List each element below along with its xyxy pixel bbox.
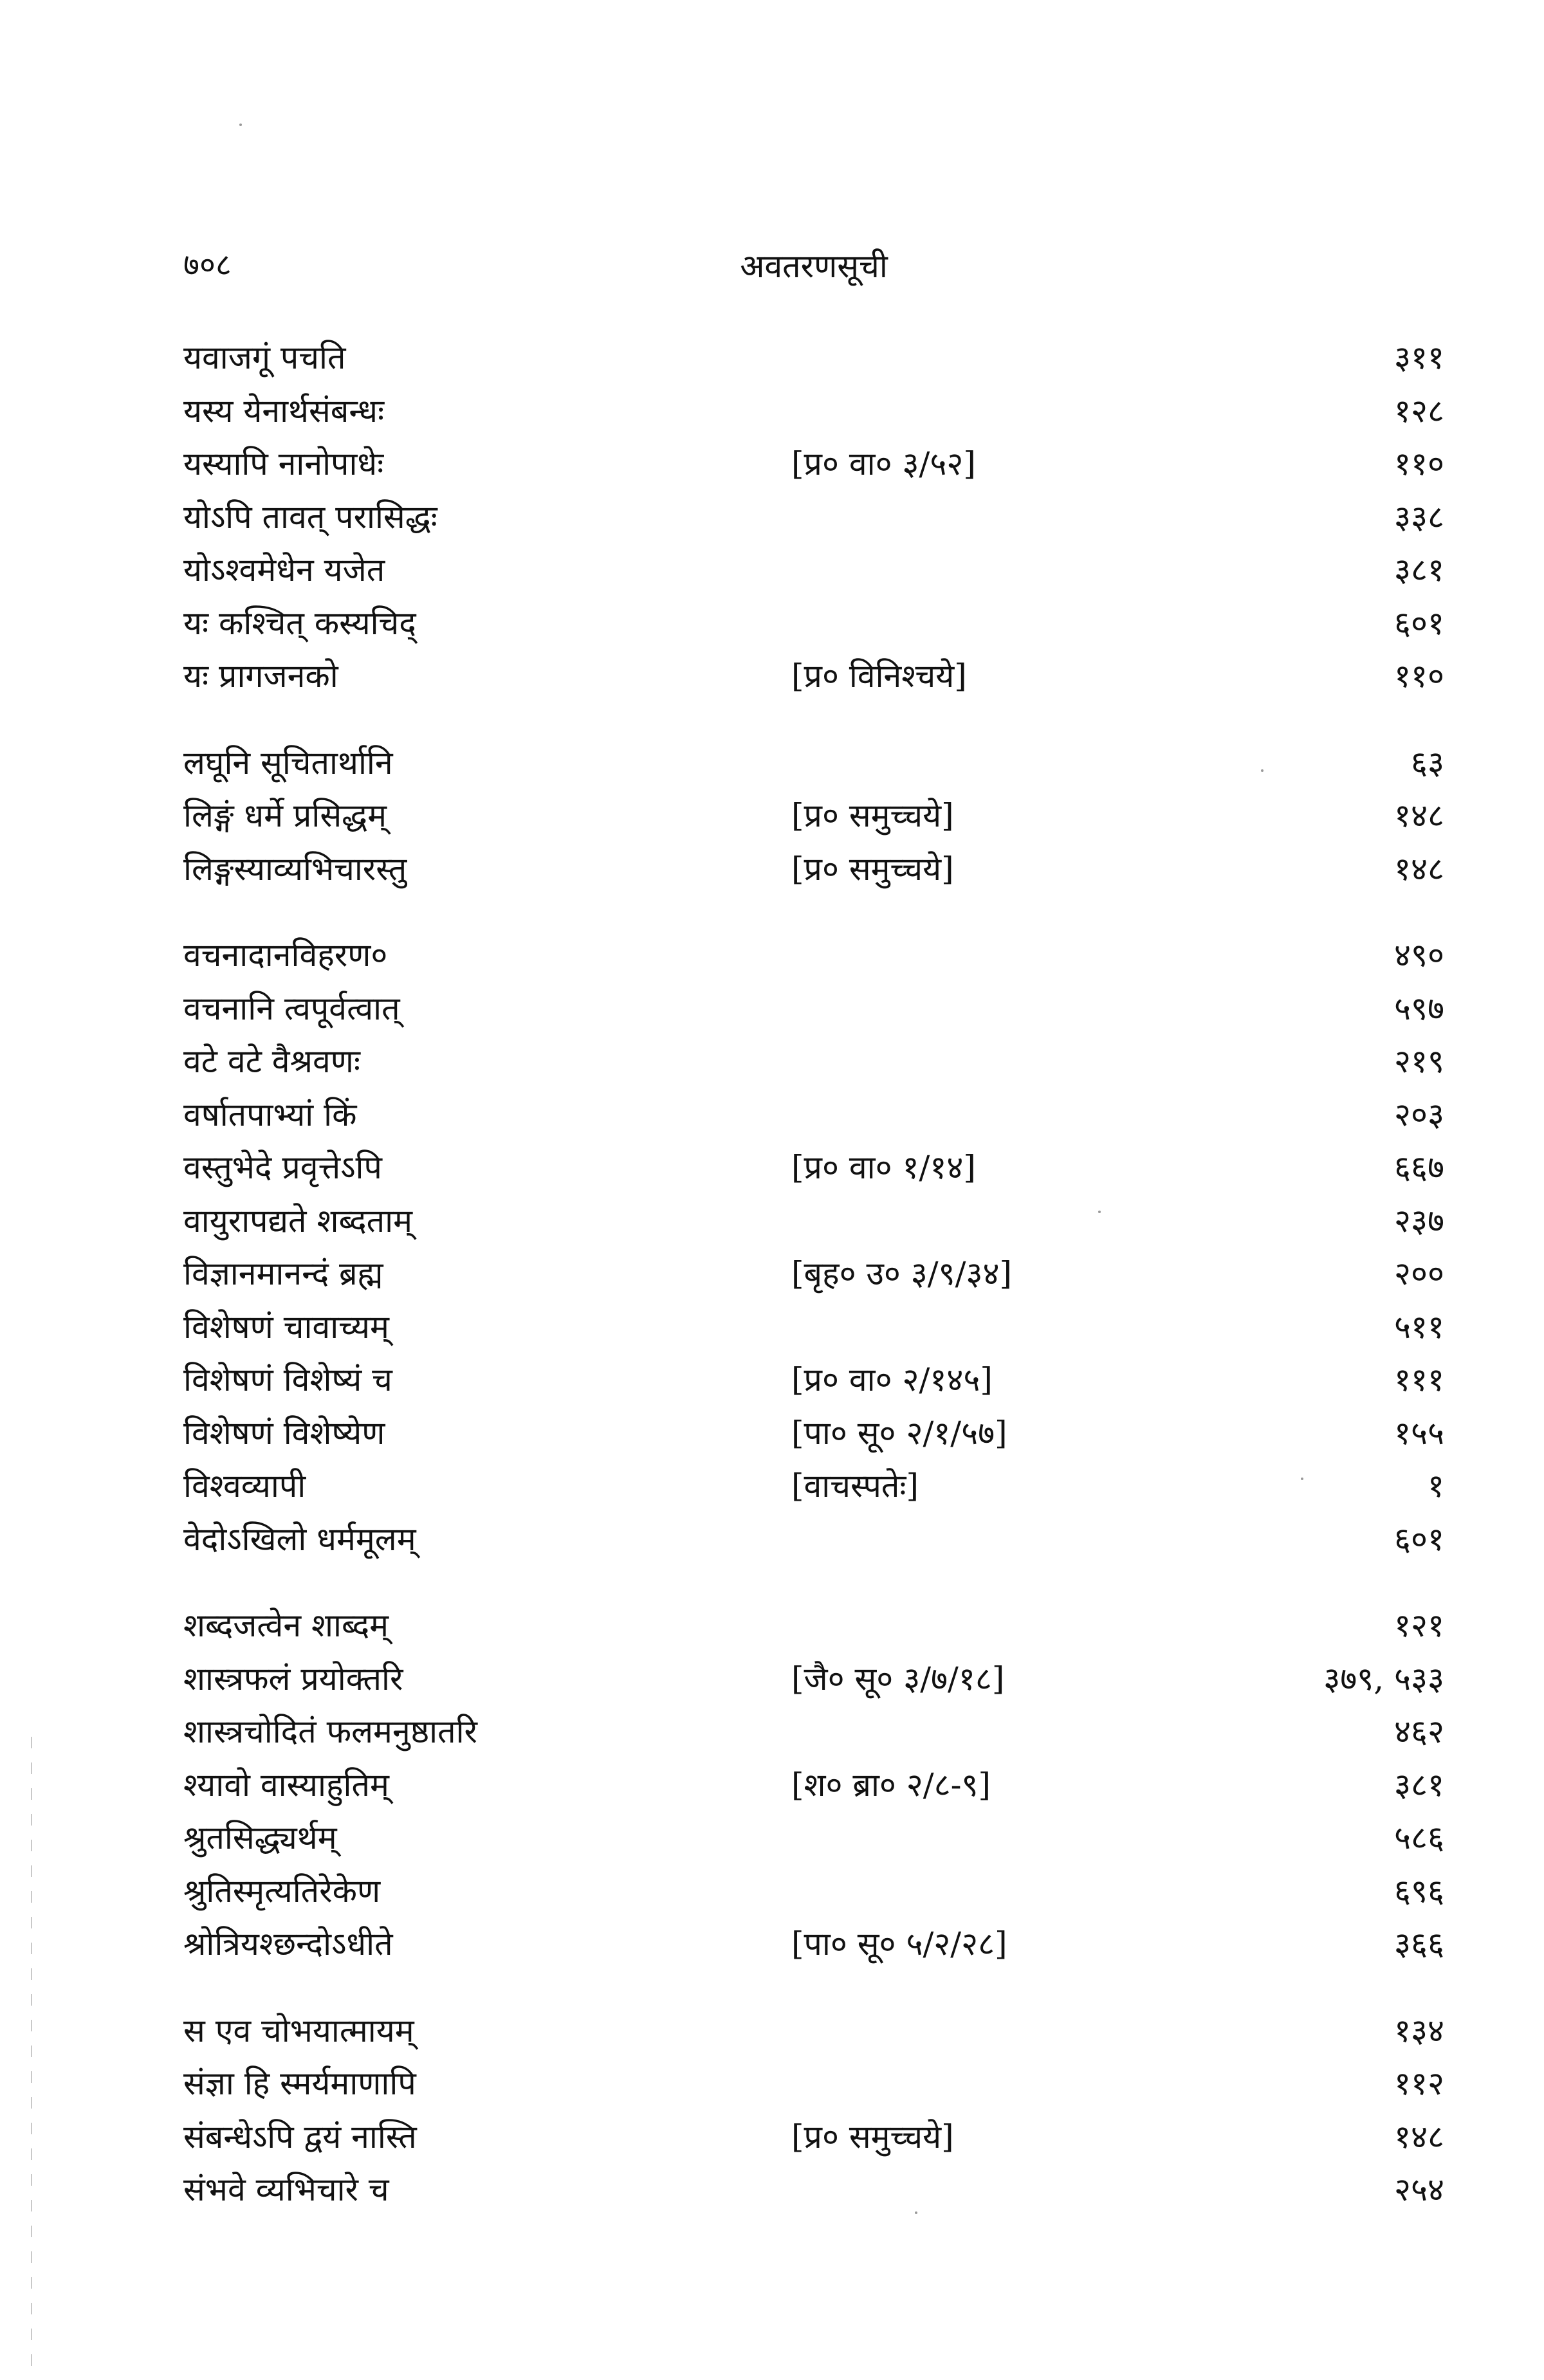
scan-speck [1098,1211,1101,1213]
entry-term: विश्वव्यापी [183,1467,306,1505]
index-entry [183,650,1444,703]
entry-page-ref: २५४ [1394,2171,1444,2208]
entry-term: वर्षातपाभ्यां किं [183,1095,357,1133]
index-entry [183,2163,1444,2217]
entry-term: वायुरापद्यते शब्दताम् [183,1202,412,1240]
entry-page-ref: १५५ [1394,1414,1444,1452]
entry-page-ref: ६९६ [1394,1872,1444,1910]
entry-page-ref: १४८ [1394,850,1444,888]
index-entry [183,1301,1444,1354]
entry-term: लिङ्गं धर्मे प्रसिद्धम् [183,797,387,834]
entry-source: [प्र० वा० १/१४] [791,1149,976,1186]
page-title: अवतरणसूची [740,248,888,285]
index-entry [183,491,1444,544]
page-header [183,243,1444,295]
entry-page-ref: ३८१ [1394,1766,1444,1804]
entry-term: श्यावो वास्याहुतिम् [183,1766,389,1804]
entry-page-ref: ३११ [1394,339,1444,376]
index-entry [183,1460,1444,1513]
entry-page-ref: १४८ [1394,797,1444,834]
entry-page-ref: १२१ [1394,1607,1444,1644]
entry-page-ref: ६३ [1411,744,1444,782]
index-entry [183,1513,1444,1566]
scan-speck [1261,769,1264,772]
entry-term: विशेषणं चावाच्यम् [183,1308,389,1346]
index-entry [183,1195,1444,1248]
entry-page-ref: ४९० [1394,937,1444,974]
entry-page-ref: १ [1428,1467,1444,1505]
entry-page-ref: ३८१ [1394,551,1444,589]
entry-page-ref: २०३ [1394,1095,1444,1133]
entry-page-ref: २१९ [1394,1043,1444,1080]
entry-source: [प्र० समुच्चये] [791,797,954,834]
entry-term: यः कश्चित् कस्यचिद् [183,604,416,642]
entry-page-ref: १२८ [1394,392,1444,430]
index-entry [183,2057,1444,2110]
index-entry [183,789,1444,843]
index-entry [183,982,1444,1036]
entry-page-ref: १११ [1394,1361,1444,1398]
scan-speck [915,2211,917,2214]
entry-page-ref: २३७ [1394,1202,1444,1240]
entry-source: [प्र० विनिश्चये] [791,657,967,695]
scan-speck [239,124,242,126]
entry-term: वस्तुभेदे प्रवृत्तेऽपि [183,1149,382,1186]
index-entry [183,2004,1444,2058]
entry-term: संबन्धेऽपि द्वयं नास्ति [183,2118,417,2156]
index-entry [183,1759,1444,1812]
entry-source: [प्र० समुच्चये] [791,850,954,888]
entry-term: यस्यापि नानोपाधेः [183,445,384,482]
entry-term: यः प्रागजनको [183,657,338,695]
entry-term: श्रुतसिद्ध्यर्थम् [183,1819,337,1856]
binding-shadow [31,1737,32,2380]
entry-source: [जै० सू० ३/७/१८] [791,1660,1005,1698]
entry-source: [प्र० वा० ३/५२] [791,445,976,482]
entry-term: शब्दजत्वेन शाब्दम् [183,1607,389,1644]
entry-term: वटे वटे वैश्रवणः [183,1043,361,1080]
index-entry [183,737,1444,790]
index-entry [183,1088,1444,1142]
entry-page-ref: ६०१ [1394,604,1444,642]
entry-term: वचनानि त्वपूर्वत्वात् [183,989,400,1027]
entry-source: [प्र० समुच्चये] [791,2118,954,2156]
entry-term: शास्त्रचोदितं फलमनुष्ठातरि [183,1713,477,1750]
entry-term: विज्ञानमानन्दं ब्रह्म [183,1255,383,1292]
index-entry [183,1865,1444,1918]
index-entry [183,331,1444,385]
entry-term: योऽपि तावत् परासिद्धः [183,498,437,536]
index-group [183,929,1444,1566]
entry-page-ref: ३६६ [1394,1925,1444,1963]
index-entry [183,843,1444,896]
index-entry [183,1918,1444,1971]
index-entry [183,597,1444,650]
entry-page-ref: ३३८ [1394,498,1444,536]
index-group [183,1599,1444,1971]
index-entry [183,1141,1444,1195]
entry-page-ref: २०० [1394,1255,1444,1292]
entry-term: संज्ञा हि स्मर्यमाणापि [183,2065,416,2102]
entry-term: विशेषणं विशेष्येण [183,1414,385,1452]
entry-term: वेदोऽखिलो धर्ममूलम् [183,1520,416,1558]
entry-page-ref: ११० [1394,445,1444,482]
entry-page-ref: ३७९, ५३३ [1323,1660,1444,1698]
entry-page-ref: ६०१ [1394,1520,1444,1558]
index-entry [183,1353,1444,1407]
index-entry [183,1811,1444,1865]
entry-term: विशेषणं विशेष्यं च [183,1361,392,1398]
index-entry [183,544,1444,597]
entry-term: शास्त्रफलं प्रयोक्तरि [183,1660,403,1698]
entry-page-ref: ५८६ [1394,1819,1444,1856]
index-entry [183,1652,1444,1706]
entry-term: लिङ्गस्याव्यभिचारस्तु [183,850,407,888]
entry-term: वचनादानविहरण० [183,937,388,974]
entry-page-ref: ११२ [1394,2065,1444,2102]
index-entry [183,1705,1444,1759]
index-entry [183,2110,1444,2164]
entry-page-ref: ११० [1394,657,1444,695]
entry-term: संभवे व्यभिचारे च [183,2171,389,2208]
index-entry [183,1247,1444,1301]
entry-page-ref: १४८ [1394,2118,1444,2156]
entry-source: [वाचस्पतेः] [791,1467,919,1505]
entry-term: यस्य येनार्थसंबन्धः [183,392,385,430]
index-entry [183,1035,1444,1088]
entry-page-ref: १३४ [1394,2011,1444,2049]
scan-speck [1301,1478,1303,1480]
entry-source: [श० ब्रा० २/८-९] [791,1766,991,1804]
entry-source: [प्र० वा० २/१४५] [791,1361,993,1398]
entry-term: लघूनि सूचितार्थानि [183,744,393,782]
entry-page-ref: ६६७ [1394,1149,1444,1186]
index-entry [183,1407,1444,1460]
entry-term: यवाजगूं पचति [183,339,346,376]
entry-term: श्रुतिस्मृत्यतिरेकेण [183,1872,381,1910]
entry-source: [बृह० उ० ३/९/३४] [791,1255,1012,1292]
index-entry [183,929,1444,982]
page-number: ७०८ [183,247,232,283]
entry-page-ref: ५११ [1394,1308,1444,1346]
index-entry [183,437,1444,491]
index-group [183,2004,1444,2217]
entry-page-ref: ५९७ [1394,989,1444,1027]
entry-page-ref: ४६२ [1394,1713,1444,1750]
entry-source: [पा० सू० २/१/५७] [791,1414,1007,1452]
entry-term: श्रोत्रियश्छन्दोऽधीते [183,1925,393,1963]
index-entry [183,385,1444,438]
quotation-index [183,331,1444,2250]
index-group [183,737,1444,896]
entry-source: [पा० सू० ५/२/२८] [791,1925,1007,1963]
index-group [183,331,1444,703]
entry-term: योऽश्वमेधेन यजेत [183,551,385,589]
index-entry [183,1599,1444,1652]
entry-term: स एव चोभयात्मायम् [183,2011,414,2049]
